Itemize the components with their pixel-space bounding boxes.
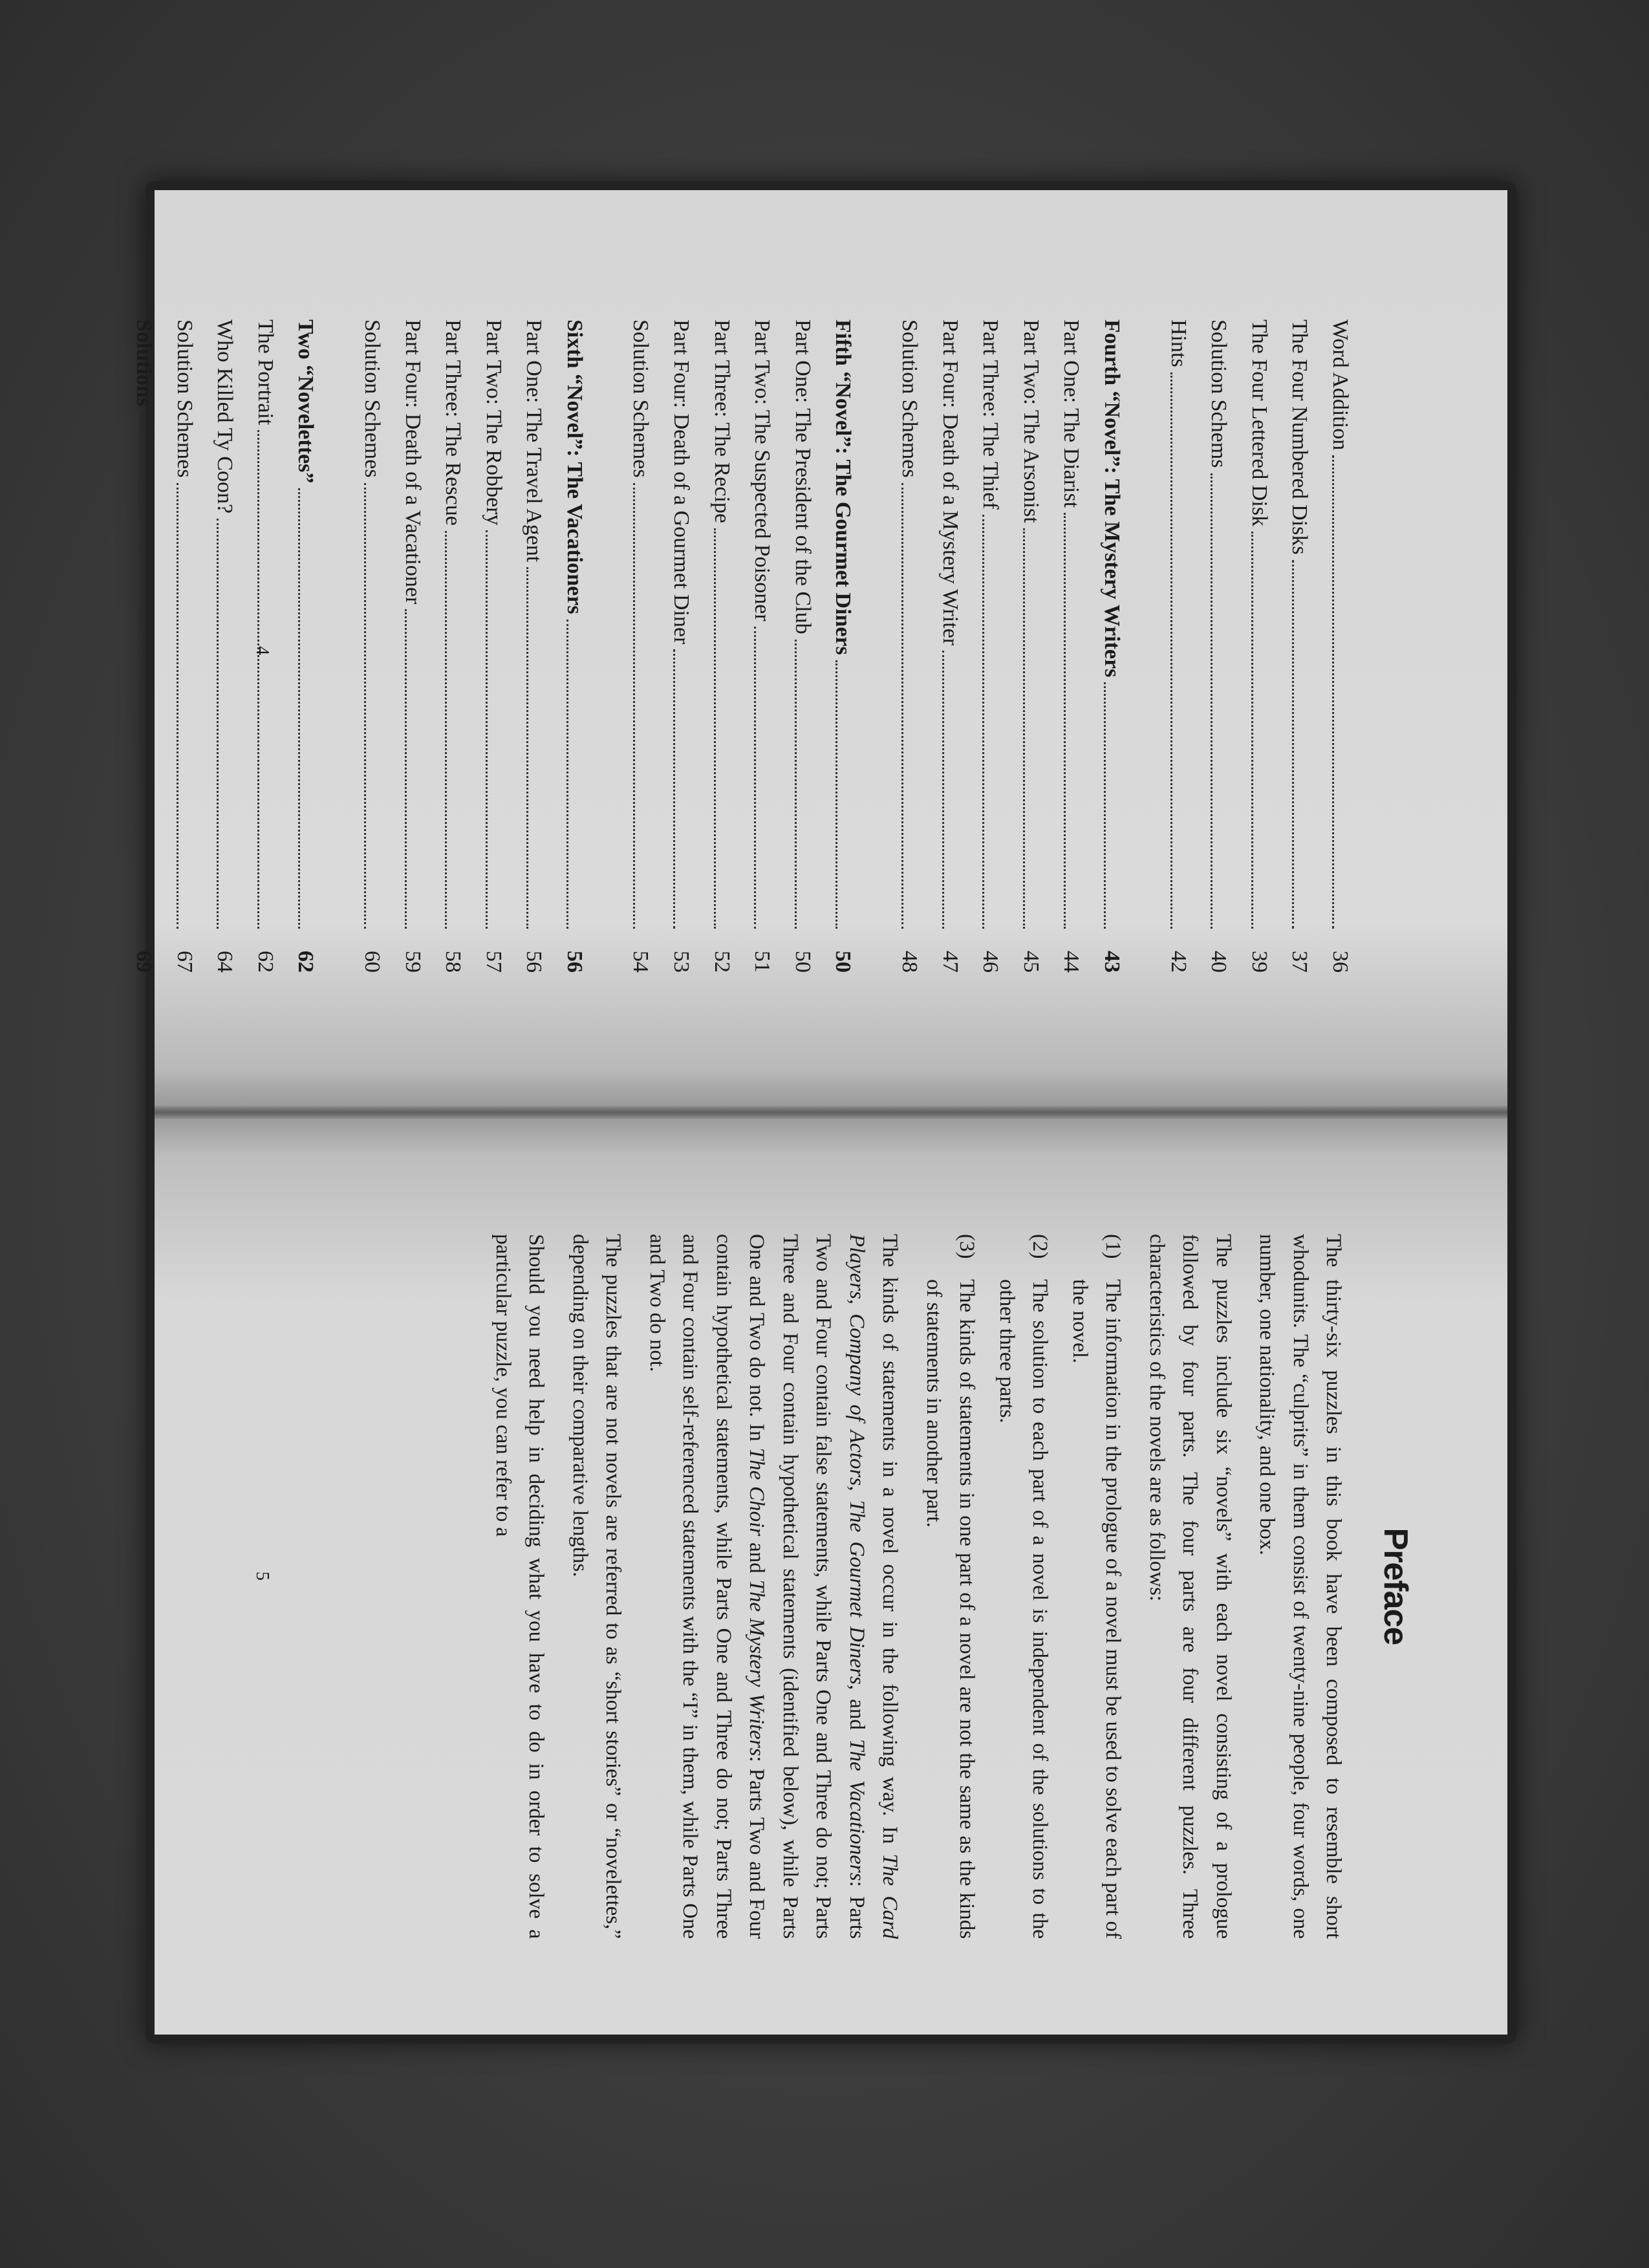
toc-entry bbox=[1051, 319, 1092, 973]
text-run: : Parts Two and Four contain false statements, while Parts One and Three do not; Parts Three and Four contain hypothetical statements (identified below), while Parts One and Two do not. In bbox=[745, 1234, 868, 1939]
toc-dot-leader bbox=[982, 515, 984, 929]
list-marker: (1) bbox=[1101, 1234, 1125, 1259]
toc-entry-title: Part One: The Diarist bbox=[1059, 319, 1084, 508]
toc-page-number: 59 bbox=[400, 951, 425, 973]
toc-entry bbox=[123, 319, 164, 973]
preface-paragraph-4: The puzzles that are not novels are referred to as “short stories” or “novelettes,” depending on their comparative lengths. bbox=[568, 1234, 625, 1939]
toc-entry bbox=[1238, 319, 1279, 973]
book-spine bbox=[155, 1106, 1507, 1119]
toc-entry bbox=[164, 319, 204, 973]
toc-entry bbox=[392, 319, 433, 973]
toc-entry bbox=[620, 319, 661, 973]
toc-entry-title: Hints bbox=[1166, 319, 1191, 367]
list-marker: (3) bbox=[955, 1234, 979, 1259]
toc-entry bbox=[1319, 319, 1360, 973]
toc-entry-title: Fourth “Novel”: The Mystery Writers bbox=[1100, 319, 1125, 678]
text-run: : Parts Two and Four contain hypothetical statements, while Parts One and Three do not; Parts Three and Four contain self-referenced statements with the “I” in them, while Parts One and Two do not. bbox=[645, 1234, 769, 1939]
toc-dot-leader bbox=[1332, 455, 1334, 929]
toc-dot-leader bbox=[714, 528, 716, 929]
toc-entry-title: Part Four: Death of a Vacationer bbox=[400, 319, 425, 605]
toc-dot-leader bbox=[1211, 473, 1212, 929]
toc-entry bbox=[970, 319, 1011, 973]
toc-page-number: 52 bbox=[709, 951, 734, 973]
toc-entry-title: Word Addition bbox=[1328, 319, 1352, 451]
toc-page-number: 46 bbox=[978, 951, 1003, 973]
toc-dot-leader bbox=[754, 627, 756, 929]
toc-entry bbox=[473, 319, 513, 973]
toc-dot-leader bbox=[486, 530, 488, 929]
toc-entry-title: Part Three: The Recipe bbox=[709, 319, 734, 524]
toc-dot-leader bbox=[136, 411, 138, 929]
toc-dot-leader bbox=[835, 660, 837, 929]
table-of-contents bbox=[123, 319, 1360, 973]
toc-dot-leader bbox=[257, 430, 259, 929]
toc-page-number: 50 bbox=[790, 951, 815, 973]
list-item-text: The solution to each part of a novel is independent of the solutions to the other three parts. bbox=[995, 1279, 1052, 1939]
toc-entry-title: Part One: The President of the Club bbox=[790, 319, 815, 634]
toc-page-number: 60 bbox=[360, 951, 384, 973]
toc-page-number: 56 bbox=[522, 951, 546, 973]
toc-page-number: 67 bbox=[172, 951, 197, 973]
toc-entry-title: Part Three: The Rescue bbox=[441, 319, 466, 526]
toc-page-number: 39 bbox=[1247, 951, 1271, 973]
toc-page-number: 64 bbox=[213, 951, 237, 973]
toc-dot-leader bbox=[298, 488, 300, 929]
book-title-italic: The Mystery Writers bbox=[745, 1579, 769, 1756]
toc-entry-title: Solution Schemes bbox=[172, 319, 197, 478]
page-number-left: 4 bbox=[252, 646, 272, 655]
toc-entry-title: Two “Novelettes” bbox=[294, 319, 318, 484]
toc-entry bbox=[1091, 319, 1132, 973]
toc-entry bbox=[513, 319, 554, 973]
toc-page-number: 47 bbox=[938, 951, 962, 973]
toc-page-number: 36 bbox=[1328, 951, 1352, 973]
toc-dot-leader bbox=[526, 567, 528, 929]
toc-page-number: 44 bbox=[1059, 951, 1084, 973]
toc-page-number: 53 bbox=[669, 951, 694, 973]
characteristics-list bbox=[917, 1234, 1130, 1939]
toc-entry-title: Part One: The Travel Agent bbox=[522, 319, 546, 563]
book-title-italic: The Vacationers bbox=[845, 1739, 868, 1881]
toc-dot-leader bbox=[364, 483, 366, 929]
toc-page-number: 51 bbox=[750, 951, 775, 973]
book-spread-inner bbox=[131, 181, 1516, 2044]
toc-entry bbox=[1279, 319, 1320, 973]
toc-page-number: 62 bbox=[294, 951, 318, 973]
toc-page-number: 58 bbox=[441, 951, 466, 973]
toc-dot-leader bbox=[1170, 373, 1172, 929]
toc-entry bbox=[661, 319, 702, 973]
list-item-text: The kinds of statements in one part of a novel are not the same as the kinds of statements in another part. bbox=[922, 1279, 979, 1939]
left-page bbox=[131, 190, 1507, 1106]
preface-body bbox=[476, 1234, 1412, 1939]
toc-entry bbox=[1010, 319, 1051, 973]
toc-dot-leader bbox=[901, 483, 903, 929]
toc-page-number: 48 bbox=[898, 951, 922, 973]
toc-entry-title: Part Three: The Thief bbox=[978, 319, 1003, 510]
right-page bbox=[155, 1119, 1507, 2035]
toc-dot-leader bbox=[445, 531, 447, 929]
toc-entry bbox=[823, 319, 863, 973]
toc-dot-leader bbox=[633, 483, 635, 929]
toc-entry bbox=[433, 319, 473, 973]
toc-page-number: 42 bbox=[1166, 951, 1191, 973]
toc-dot-leader bbox=[942, 651, 944, 929]
toc-entry bbox=[1158, 319, 1198, 973]
text-run: and bbox=[745, 1536, 769, 1580]
toc-page-number: 62 bbox=[253, 951, 277, 973]
toc-entry bbox=[889, 319, 929, 973]
toc-page-number: 40 bbox=[1207, 951, 1231, 973]
toc-page-number: 69 bbox=[131, 951, 156, 973]
toc-page-number: 43 bbox=[1100, 951, 1125, 973]
toc-entry-title: Part Two: The Robbery bbox=[481, 319, 506, 526]
toc-entry bbox=[554, 319, 594, 973]
toc-entry-title: Solution Schemes bbox=[629, 319, 653, 478]
toc-dot-leader bbox=[1064, 513, 1066, 929]
toc-page-number: 37 bbox=[1288, 951, 1312, 973]
toc-dot-leader bbox=[566, 620, 568, 929]
toc-entry-title: Fifth “Novel”: The Gourmet Diners bbox=[831, 319, 856, 655]
toc-entry bbox=[929, 319, 970, 973]
toc-dot-leader bbox=[1104, 682, 1106, 929]
toc-page-number: 45 bbox=[1018, 951, 1043, 973]
toc-entry bbox=[351, 319, 392, 973]
toc-entry bbox=[1198, 319, 1239, 973]
toc-page-number: 54 bbox=[629, 951, 653, 973]
toc-entry-title: The Portrait bbox=[253, 319, 277, 426]
toc-entry-title: Part Two: The Suspected Poisoner bbox=[750, 319, 775, 621]
book-spread bbox=[131, 181, 1516, 2044]
toc-entry-title: Solution Schems bbox=[1207, 319, 1231, 468]
toc-entry-title: Solutions bbox=[131, 319, 156, 407]
preface-paragraph-2: The puzzles include six “novels” with each novel consisting of a prologue followed by four parts. The four parts are four different puzzles. Three characteristics of the novels are as follows: bbox=[1145, 1234, 1235, 1939]
list-item bbox=[917, 1234, 984, 1939]
toc-entry-title: Part Two: The Arsonist bbox=[1018, 319, 1043, 523]
toc-entry-title: Solution Schemes bbox=[360, 319, 384, 478]
text-run: The kinds of statements in a novel occur in the following way. In bbox=[878, 1234, 902, 1854]
book-title-italic: The Card Players, Company of Actors, The Gourmet Diners, bbox=[845, 1234, 902, 1939]
toc-entry bbox=[701, 319, 742, 973]
toc-dot-leader bbox=[1292, 560, 1294, 929]
list-item-text: The information in the prologue of a novel must be used to solve each part of the novel. bbox=[1068, 1279, 1125, 1939]
toc-dot-leader bbox=[217, 519, 219, 929]
toc-entry-title: Sixth “Novel”: The Vacationers bbox=[562, 319, 587, 614]
toc-entry-title: The Four Numbered Disks bbox=[1288, 319, 1312, 555]
toc-dot-leader bbox=[1251, 532, 1253, 929]
list-item bbox=[990, 1234, 1057, 1939]
toc-dot-leader bbox=[405, 609, 407, 929]
toc-entry bbox=[285, 319, 326, 973]
preface-title: Preface bbox=[1377, 1528, 1414, 1645]
toc-dot-leader bbox=[795, 640, 797, 929]
toc-page-number: 56 bbox=[562, 951, 587, 973]
preface-paragraph-1: The thirty-six puzzles in this book have been composed to resemble short whodunits. The “culprits” in them consist of twenty-nine people, four words, one number, one nationality, and one box. bbox=[1255, 1234, 1346, 1939]
text-run: and bbox=[845, 1690, 868, 1740]
toc-dot-leader bbox=[673, 649, 675, 929]
toc-dot-leader bbox=[1023, 528, 1025, 929]
toc-page-number: 57 bbox=[481, 951, 506, 973]
preface-paragraph-5: Should you need help in deciding what you have to do in order to solve a particular puzzle, you can refer to a bbox=[491, 1234, 548, 1939]
toc-entry bbox=[742, 319, 782, 973]
toc-page-number: 50 bbox=[831, 951, 856, 973]
toc-dot-leader bbox=[177, 483, 178, 929]
toc-entry bbox=[782, 319, 823, 973]
preface-paragraph-3 bbox=[640, 1234, 907, 1939]
toc-entry-title: Part Four: Death of a Mystery Writer bbox=[938, 319, 962, 646]
toc-entry-title: The Four Lettered Disk bbox=[1247, 319, 1271, 527]
list-item bbox=[1063, 1234, 1130, 1939]
book-title-italic: The Choir bbox=[745, 1447, 769, 1537]
list-marker: (2) bbox=[1028, 1234, 1052, 1259]
toc-entry bbox=[204, 319, 245, 973]
page-number-right: 5 bbox=[252, 1571, 272, 1581]
toc-entry-title: Who Killed Ty Coon? bbox=[213, 319, 237, 514]
toc-entry-title: Solution Schemes bbox=[898, 319, 922, 478]
toc-entry-title: Part Four: Death of a Gourmet Diner bbox=[669, 319, 694, 645]
